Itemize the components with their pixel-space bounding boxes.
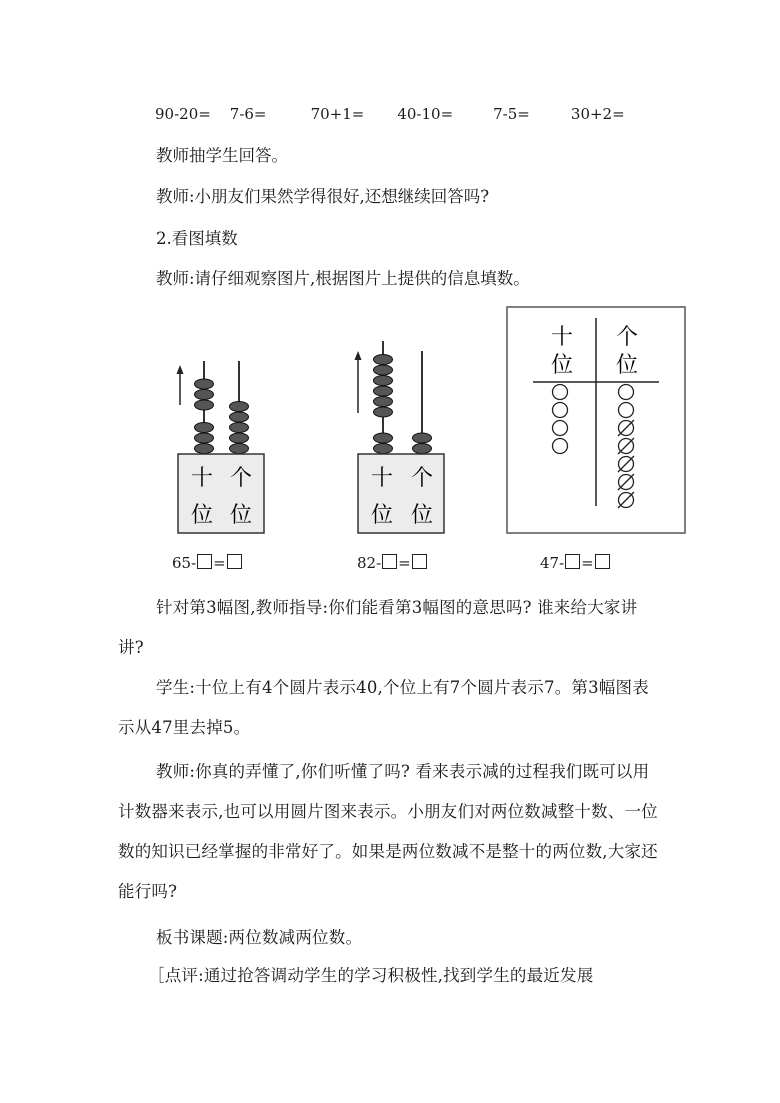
bead [374, 365, 393, 375]
paragraph-student: 学生:十位上有4个圆片表示40,个位上有7个圆片表示7。第3幅图表示从47里去掉5。 [118, 678, 649, 737]
exercise-item: 70+1= [310, 105, 365, 123]
paragraph-teacher-explain: 教师:你真的弄懂了,你们听懂了吗? 看来表示减的过程我们既可以用计数器来表示,也可以用圆片图来表示。小朋友们对两位数减整十数、一位数的知识已经掌握的非常好了。如果是两位数减不是整十的两位数,大家还能行吗? [118, 762, 658, 901]
bead [195, 400, 214, 410]
tens-beads [374, 355, 393, 454]
caption-equals: = [213, 554, 226, 572]
abacus-figure-1 [168, 355, 268, 537]
answer-box[interactable] [197, 554, 212, 569]
answer-box[interactable] [227, 554, 242, 569]
bead [230, 402, 249, 412]
caption-figure-2 [357, 554, 428, 572]
caption-figure-3 [540, 554, 611, 572]
label-wei: 位 [410, 503, 434, 528]
label-wei: 位 [229, 503, 253, 528]
bead [413, 444, 432, 454]
label-ones: 个 [615, 325, 639, 350]
ones-beads [230, 402, 249, 454]
bead [374, 386, 393, 396]
bead [374, 433, 393, 443]
bead [374, 407, 393, 417]
label-ones: 个 [229, 466, 253, 491]
bead [195, 379, 214, 389]
bead [195, 423, 214, 433]
exercise-item: 7-6= [229, 105, 267, 123]
bead [230, 423, 249, 433]
answer-box[interactable] [412, 554, 427, 569]
paragraph-board-title: 板书课题:两位数减两位数。 [156, 928, 363, 947]
exercise-item: 90-20= [155, 105, 211, 123]
section-heading: 2.看图填数 [156, 229, 238, 248]
label-tens: 十 [370, 466, 394, 491]
caption-text: 47- [540, 554, 565, 572]
caption-text: 65- [172, 554, 197, 572]
bead [413, 433, 432, 443]
text-pick-students: 教师抽学生回答。 [156, 146, 288, 165]
bead [195, 433, 214, 443]
bead [230, 412, 249, 422]
abacus-figure-2 [348, 335, 448, 537]
paragraph-teacher-guide: 针对第3幅图,教师指导:你们能看第3幅图的意思吗? 谁来给大家讲讲? [118, 598, 638, 657]
bead [195, 444, 214, 454]
exercise-item: 40-10= [397, 105, 454, 123]
bead [374, 355, 393, 365]
paragraph-comment: ［点评:通过抢答调动学生的学习积极性,找到学生的最近发展 [148, 966, 594, 985]
bead [195, 390, 214, 400]
label-wei: 位 [615, 353, 639, 378]
exercise-item: 7-5= [493, 105, 530, 123]
arrow-head-icon [177, 365, 184, 374]
label-wei: 位 [370, 503, 394, 528]
caption-text: 82- [357, 554, 382, 572]
caption-figure-1 [172, 554, 243, 572]
ones-beads [413, 433, 432, 454]
label-wei: 位 [190, 503, 214, 528]
bead [374, 397, 393, 407]
text-teacher-instruction: 教师:请仔细观察图片,根据图片上提供的信息填数。 [156, 269, 530, 288]
exercise-row [155, 104, 625, 124]
bead [230, 433, 249, 443]
exercise-item: 30+2= [570, 105, 625, 123]
answer-box[interactable] [565, 554, 580, 569]
caption-equals: = [398, 554, 411, 572]
label-wei: 位 [550, 353, 574, 378]
disc-chart-figure [506, 306, 686, 534]
arrow-head-icon [355, 351, 362, 360]
bead [230, 444, 249, 454]
answer-box[interactable] [595, 554, 610, 569]
bead [374, 444, 393, 454]
answer-box[interactable] [382, 554, 397, 569]
label-tens: 十 [190, 466, 214, 491]
caption-equals: = [581, 554, 594, 572]
text-teacher-praise: 教师:小朋友们果然学得很好,还想继续回答吗? [156, 187, 490, 206]
label-tens: 十 [550, 325, 574, 350]
label-ones: 个 [410, 466, 434, 491]
bead [374, 376, 393, 386]
